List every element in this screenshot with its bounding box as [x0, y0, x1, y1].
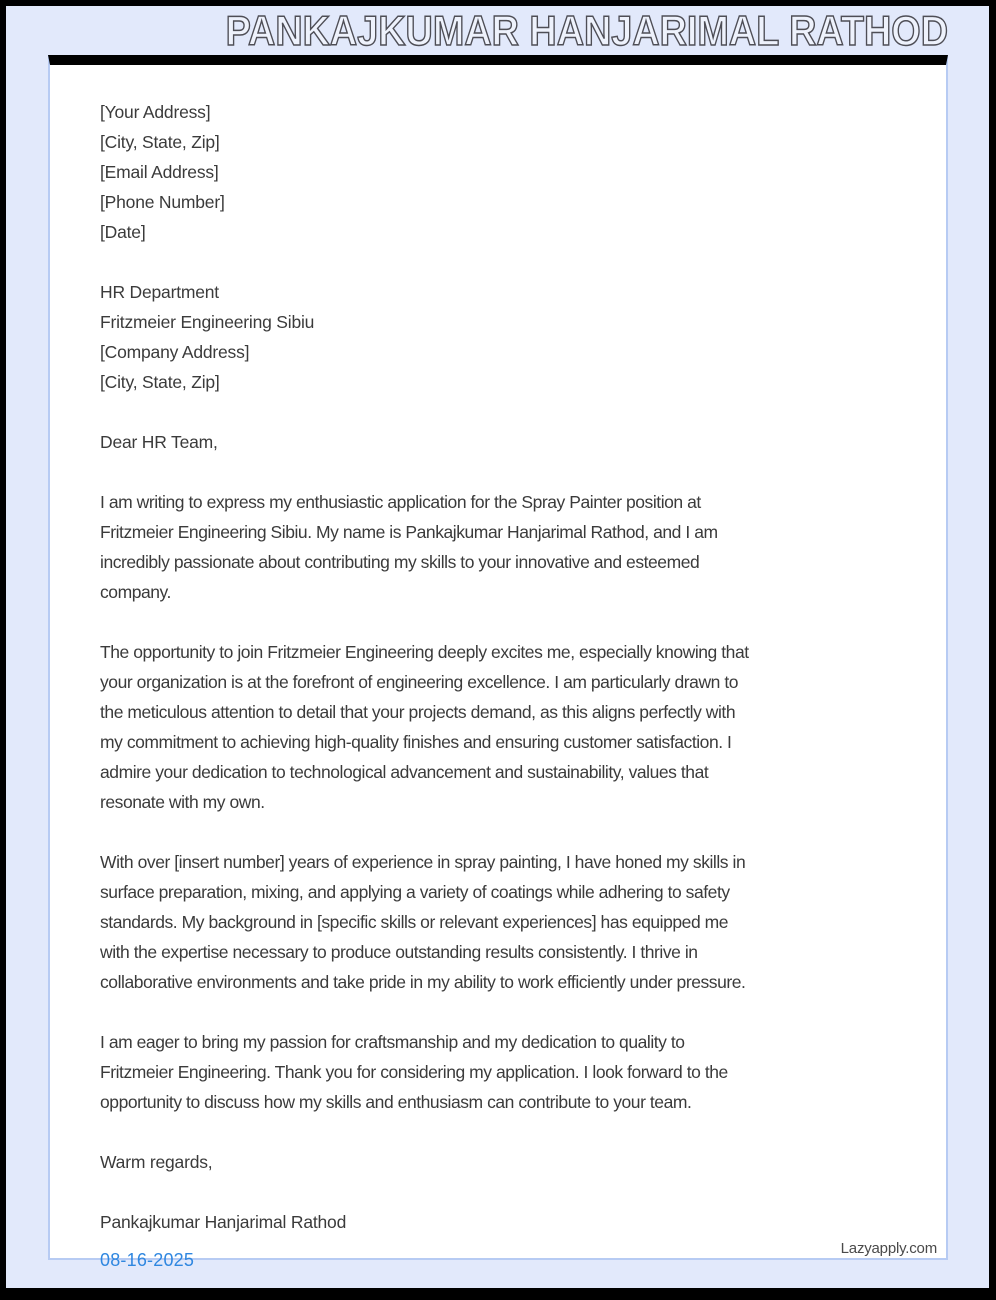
sender-address-line: [Your Address] — [100, 102, 211, 122]
body-paragraph-3 — [100, 847, 896, 997]
paragraph-line: surface preparation, mixing, and applying a variety of coatings while adhering to safety — [100, 882, 730, 902]
sender-address-line: [Date] — [100, 222, 146, 242]
paragraph-line: Fritzmeier Engineering. Thank you for considering my application. I look forward to the — [100, 1062, 728, 1082]
paragraph-line: with the expertise necessary to produce outstanding results consistently. I thrive in — [100, 942, 698, 962]
paragraph-line: I am writing to express my enthusiastic application for the Spray Painter position at — [100, 492, 701, 512]
recipient-line: [Company Address] — [100, 342, 250, 362]
paragraph-line: The opportunity to join Fritzmeier Engineering deeply excites me, especially knowing that — [100, 642, 749, 662]
page-title: PANKAJKUMAR HANJARIMAL RATHOD — [225, 7, 948, 54]
paragraph-line: my commitment to achieving high-quality finishes and ensuring customer satisfaction. I — [100, 732, 732, 752]
sender-address-line: [Phone Number] — [100, 192, 225, 212]
sender-address-line: [City, State, Zip] — [100, 132, 220, 152]
paragraph-line: With over [insert number] years of experience in spray painting, I have honed my skills in — [100, 852, 746, 872]
letter-page — [48, 55, 948, 1270]
spacer — [100, 817, 896, 847]
body-paragraph-2 — [100, 637, 896, 817]
paragraph-line: Fritzmeier Engineering Sibiu. My name is Pankajkumar Hanjarimal Rathod, and I am — [100, 522, 718, 542]
signature-name: Pankajkumar Hanjarimal Rathod — [100, 1212, 347, 1232]
paragraph-line: incredibly passionate about contributing my skills to your innovative and esteemed — [100, 552, 700, 572]
closing: Warm regards, — [100, 1152, 213, 1172]
sender-address-line: [Email Address] — [100, 162, 219, 182]
spacer — [100, 397, 896, 427]
sender-address-block — [100, 97, 896, 247]
recipient-address-block — [100, 277, 896, 397]
body-paragraph-1 — [100, 487, 896, 607]
paragraph-line: collaborative environments and take pride in my ability to work efficiently under pressure. — [100, 972, 746, 992]
spacer — [100, 1177, 896, 1207]
paragraph-line: resonate with my own. — [100, 792, 265, 812]
paragraph-line: standards. My background in [specific skills or relevant experiences] has equipped me — [100, 912, 729, 932]
recipient-line: HR Department — [100, 282, 219, 302]
paragraph-line: the meticulous attention to detail that your projects demand, as this aligns perfectly with — [100, 702, 736, 722]
paragraph-line: I am eager to bring my passion for craftsmanship and my dedication to quality to — [100, 1032, 685, 1052]
spacer — [100, 997, 896, 1027]
paragraph-line: opportunity to discuss how my skills and enthusiasm can contribute to your team. — [100, 1092, 692, 1112]
recipient-line: Fritzmeier Engineering Sibiu — [100, 312, 315, 332]
spacer — [100, 1117, 896, 1147]
spacer — [100, 457, 896, 487]
body-paragraph-4 — [100, 1027, 896, 1117]
paragraph-line: admire your dedication to technological advancement and sustainability, values that — [100, 762, 709, 782]
recipient-line: [City, State, Zip] — [100, 372, 220, 392]
paragraph-line: company. — [100, 582, 171, 602]
spacer — [100, 607, 896, 637]
paragraph-line: your organization is at the forefront of engineering excellence. I am particularly drawn to — [100, 672, 739, 692]
lazyapply-watermark: Lazyapply.com — [840, 1240, 937, 1257]
spacer — [100, 247, 896, 277]
letter-date: 08-16-2025 — [100, 1250, 195, 1270]
salutation: Dear HR Team, — [100, 432, 218, 452]
